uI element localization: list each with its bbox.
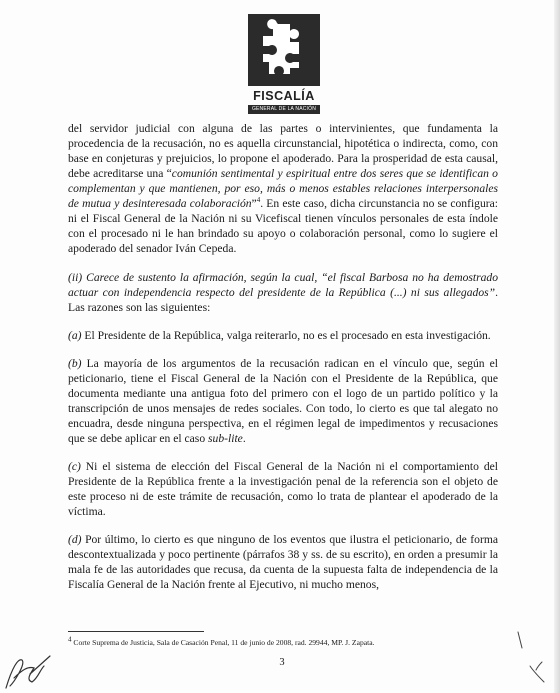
paragraph-d <box>68 532 498 592</box>
paragraph-b-label: (b) <box>68 357 82 370</box>
paragraph-a-text: El Presidente de la República, valga reiterarlo, no es el procesado en esta investigación. <box>81 329 491 342</box>
footnote-text: Corte Suprema de Justicia, Sala de Casación Penal, 11 de junio de 2008, rad. 29944, MP. J. Zapata. <box>71 638 375 647</box>
document-body <box>68 121 498 605</box>
paragraph-c <box>68 459 498 519</box>
paragraph-2-heading: (ii) Carece de sustento la afirmación, según la cual, “el fiscal Barbosa no ha demostrado actuar con independencia respecto del presidente de la República (...) ni sus allegados” <box>68 271 498 299</box>
handwritten-mark-right <box>510 626 550 686</box>
paragraph-1-quote: comunión sentimental y espiritual entre dos seres que se identifican o complementan y que mantienen, por eso, más o menos estables relaciones interpersonales de mutua y desinteresada colaboración <box>68 167 498 210</box>
paragraph-1-text-end: . En este caso, dicha circunstancia no se configura: ni el Fiscal General de la Nación ni su Vicefiscal tienen vínculos personales de esta índole con el procesado ni le han brindado su apoyo o colaboración personal, como lo sugiere el apoderado del senador Iván Cepeda. <box>68 197 498 255</box>
paragraph-b-latin-term: sub-lite <box>208 432 243 445</box>
footnote-number: 4 <box>68 635 72 644</box>
paragraph-c-label: (c) <box>68 460 81 473</box>
paragraph-2 <box>68 270 498 315</box>
paragraph-2-text: . Las razones son las siguientes: <box>68 286 498 314</box>
paragraph-1 <box>68 121 498 256</box>
paragraph-b <box>68 356 498 446</box>
paragraph-d-label: (d) <box>68 533 82 546</box>
footnote-separator <box>68 631 204 632</box>
paragraph-a-label: (a) <box>68 329 82 342</box>
footnote-reference[interactable]: 4 <box>256 196 261 205</box>
paragraph-b-end: . <box>242 432 246 445</box>
paragraph-1-close-quote: ” <box>251 197 257 210</box>
paragraph-b-text: La mayoría de los argumentos de la recusación radican en el vínculo que, según el peticionario, tiene el Fiscal General de la Nación con el Presidente de la República, que documenta mediante una antigua foto del primero con el logo de un partido político y la transcripción de unos mensajes de redes sociales. Con todo, lo cierto es que tal alegato no encuadra, desde ninguna perspectiva, en el régimen legal de impedimentos y recusaciones que se debe aplicar en el caso <box>68 357 498 445</box>
page-number: 3 <box>279 657 285 668</box>
handwritten-initials-left <box>0 648 60 693</box>
logo-emblem <box>248 14 320 86</box>
paragraph-d-text: Por último, lo cierto es que ninguno de los eventos que ilustra el peticionario, de forma descontextualizada y poco pertinente (párrafos 38 y ss. de su escrito), en orden a presumir la mala fe de las autoridades que recusa, da cuenta de la supuesta falta de independencia de la Fiscalía General de la Nación frente al Ejecutivo, ni mucho menos, <box>68 533 498 591</box>
paragraph-c-text: Ni el sistema de elección del Fiscal General de la Nación ni el comportamiento del Presidente de la República frente a la investigación penal de la referencia son el objeto de este proceso ni de este trámite de recusación, como lo trata de plantear el apoderado de la víctima. <box>68 460 498 518</box>
puzzle-piece-icon <box>248 14 320 86</box>
paragraph-a <box>68 328 498 343</box>
page-edge-shadow <box>554 0 560 693</box>
logo-subtitle: GENERAL DE LA NACIÓN <box>248 105 320 114</box>
paragraph-1-text: del servidor judicial con alguna de las partes o intervinientes, que fundamenta la procedencia de la recusación, no es aquella circunstancial, hipotética o indirecta, como, con base en conjeturas y prejuicios, lo propone el apoderado. Para la prosperidad de esta causal, debe acreditarse una “ <box>68 122 498 180</box>
footnote <box>68 635 498 648</box>
logo-name: FISCALÍA <box>253 89 315 103</box>
fiscalia-logo <box>248 14 320 116</box>
